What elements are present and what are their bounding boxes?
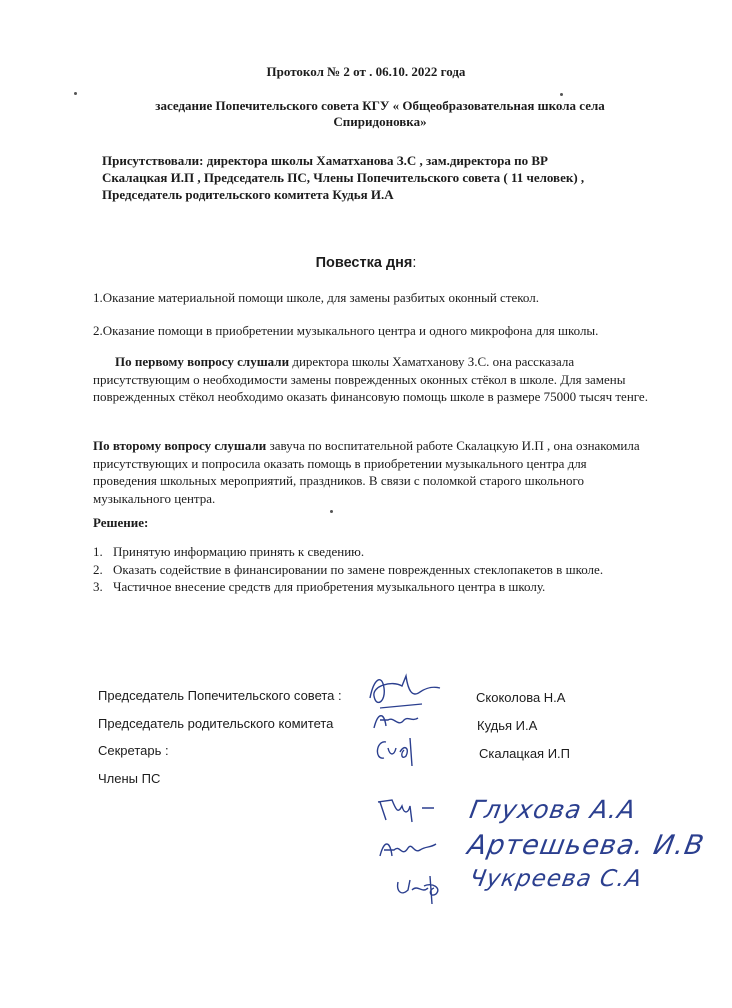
attendees-line-1: Присутствовали: директора школы Хаматханова З.С , зам.директора по ВР: [102, 153, 548, 168]
agenda-item-2: 2.Оказание помощи в приобретении музыкального центра и одного микрофона для школы.: [93, 323, 599, 338]
scan-speck: [74, 92, 77, 95]
chair-label: Председатель Попечительского совета :: [98, 688, 342, 703]
secretary-name: Скалацкая И.П: [479, 746, 571, 761]
attendees-block: [102, 152, 622, 203]
member-signature-2: [372, 832, 442, 868]
first-question-text: директора школы Хаматханову З.С. она рассказала присутствующим о необходимости замены поврежденных оконных стёкол в школе. Для замены поврежденных стёкол необходимо оказать финансовую помощь школе в размере 75000 тысяч тенге.: [93, 354, 648, 404]
scan-speck: [560, 93, 563, 96]
first-question-paragraph: [93, 353, 653, 406]
secretary-signature: [370, 730, 430, 770]
parent-committee-label: Председатель родительского комитета: [98, 716, 334, 731]
decision-item: 2. Оказать содействие в финансировании по замене поврежденных стеклопакетов в школе.: [93, 561, 604, 577]
decision-heading: Решение:: [93, 515, 149, 530]
second-question-lead: По второму вопросу слушали: [93, 438, 267, 453]
meeting-subtitle: заседание Попечительского совета КГУ « Общеобразовательная школа села Спиридоновка»: [155, 98, 605, 129]
members-label: Члены ПС: [98, 771, 161, 786]
parent-committee-name: Кудья И.А: [477, 718, 538, 733]
agenda-item-1: 1.Оказание материальной помощи школе, для замены разбитых оконный стекол.: [93, 290, 539, 305]
first-question-lead: По первому вопросу слушали: [115, 354, 290, 369]
protocol-title: Протокол № 2 от . 06.10. 2022 года: [266, 64, 466, 79]
chair-name: Скоколова Н.А: [476, 690, 566, 705]
member-name-handwritten-1: Глухова А.А: [467, 795, 639, 824]
attendees-line-2: Скалацкая И.П , Председатель ПС, Члены Попечительского совета ( 11 человек) ,: [102, 170, 585, 185]
attendees-line-3: Председатель родительского комитета Кудья И.А: [102, 187, 394, 202]
member-name-handwritten-3: Чукреева С.А: [467, 866, 645, 892]
decision-item: 1. Принятую информацию принять к сведению.: [93, 544, 365, 559]
member-signature-1: [372, 792, 442, 828]
decision-item: 3. Частичное внесение средств для приобретения музыкального центра в школу.: [93, 579, 546, 594]
decision-list: [93, 543, 693, 596]
scan-speck: [330, 510, 333, 513]
secretary-label: Секретарь :: [98, 743, 169, 758]
member-name-handwritten-2: Артешьева. И.В: [465, 830, 707, 861]
second-question-text: завуча по воспитательной работе Скалацкую И.П , она ознакомила присутствующих и попросила оказать помощь в приобретении музыкального центра для проведения школьных мероприятий, праздников. В связи с поломкой старого школьного музыкального центра.: [93, 438, 640, 506]
second-question-paragraph: [93, 437, 653, 507]
member-signature-3: [392, 870, 452, 910]
agenda-heading: Повестка дня:: [315, 255, 417, 271]
